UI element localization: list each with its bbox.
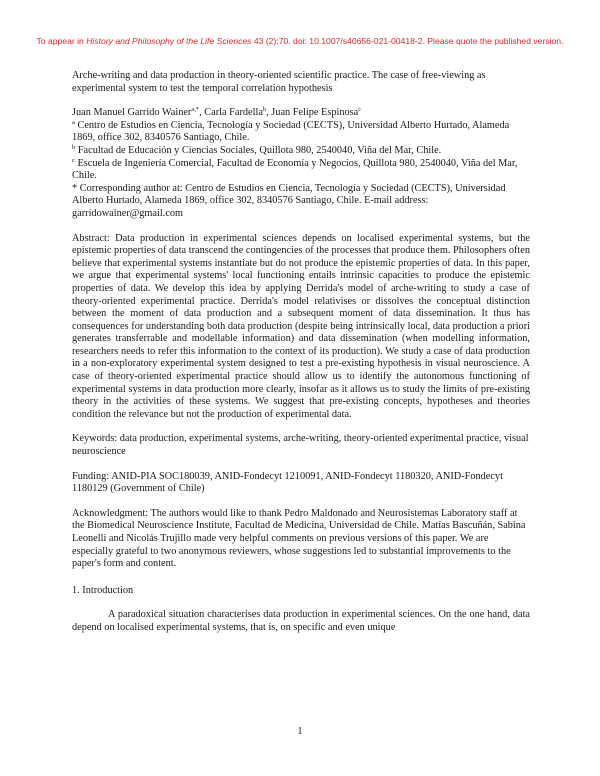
- funding: Funding: ANID-PIA SOC180039, ANID-Fondecyt 1210091, ANID-Fondecyt 1180320, ANID-Fondecyt 1180129 (Government of Chile): [72, 470, 503, 495]
- author-name: Juan Manuel Garrido Wainer: [72, 107, 192, 119]
- abstract: Abstract: Data production in experimental sciences depends on localised experimental systems, but the epistemic properties of data transcend the contingencies of the processes that produce them. Philosophers often believe that experimental systems instantiate but do not produce the epistemic properties of data. In this paper, we argue that experimental systems' local functioning entails intrinsic capacities to produce the epistemic properties of data. We develop this idea by applying Derrida's model of arche-writing to study a case of theory-oriented experimental practice. Derrida's model relativises or dissolves the conceptual distinction between the moment of data production and a subsequent moment of data dissemination. It thus has consequences for understanding both data production (despite being intrinsically local, data production a priori generates transferrable and modellable information) and data dissemination (when modelling information, researchers needs to refer this information to the context of its production). We study a case of data production in a non-exploratory experimental system designed to test a pre-existing hypothesis in visual neuroscience. A case of theory-oriented experimental practice should allow us to identify the autonomous functioning of experimental systems in data production more clearly, insofar as it allows us to study the limits of pre-existing theory in the activities of these systems. We suggest that pre-existing concepts, hypotheses and theories condition the relevance but not the production of experimental data.: [72, 232, 530, 420]
- journal-name: History and Philosophy of the Life Sciences: [86, 36, 252, 46]
- affiliation-text: Centro de Estudios en Ciencia, Tecnología y Sociedad (CECTS), Universidad Alberto Hurtado, Alameda 1869, office 302, 8340576 Santiago, Chile.: [72, 119, 510, 144]
- author-list: [72, 107, 530, 120]
- paper-title: Arche-writing and data production in theory-oriented scientific practice. The case of free-viewing as experimental system to test the temporal correlation hypothesis: [72, 70, 486, 94]
- affiliation: [72, 120, 530, 145]
- page-number: 1: [297, 726, 303, 737]
- affiliation: [72, 158, 530, 183]
- author-name: Carla Fardella: [204, 107, 263, 119]
- affiliation: [72, 145, 530, 158]
- publication-notice: [0, 36, 600, 46]
- affiliation-mark: c: [72, 156, 75, 164]
- notice-prefix: To appear in: [36, 36, 87, 46]
- author-name: Juan Felipe Espinosa: [271, 107, 359, 119]
- author-separator: ,: [266, 107, 272, 119]
- keywords: Keywords: data production, experimental systems, arche-writing, theory-oriented experimental practice, visual neuroscience: [72, 433, 529, 458]
- corresponding-author: * Corresponding author at: Centro de Estudios en Ciencia, Tecnología y Sociedad (CECTS), Universidad Alberto Hurtado, Alameda 1869, office 302, 8340576 Santiago, Chile. E-mail address: garridowainer@gmail.com: [72, 182, 506, 219]
- intro-paragraph: A paradoxical situation characterises data production in experimental sciences. On the one hand, data depend on localised experimental systems, that is, on specific and even unique: [72, 609, 530, 633]
- page-content: [72, 70, 530, 635]
- section-heading: 1. Introduction: [72, 584, 134, 596]
- author-mark: c: [358, 106, 362, 114]
- affiliation-text: Facultad de Educación y Ciencias Sociales, Quillota 980, 2540040, Viña del Mar, Chile.: [77, 144, 442, 156]
- affiliation-text: Escuela de Ingeniería Comercial, Facultad de Economía y Negocios, Quillota 980, 2540040, Viña del Mar, Chile.: [72, 157, 518, 182]
- author-separator: ,: [199, 107, 205, 119]
- acknowledgment: Acknowledgment: The authors would like to thank Pedro Maldonado and Neurosistemas Laboratory staff at the Biomedical Neuroscience Institute, Facultad de Medicina, Universidad de Chile. Matías Bascuñán, Sabina Leonelli and Nicolás Trujillo made very helpful comments on previous versions of this paper. We are especially grateful to two anonymous reviewers, whose suggestions led to substantial improvements to the paper's form and content.: [72, 507, 526, 570]
- affiliation-mark: b: [72, 143, 76, 151]
- notice-suffix: 43 (2):70. doi: 10.1007/s40656-021-00418-2. Please quote the published version.: [251, 36, 564, 46]
- author-mark: b: [262, 106, 267, 114]
- affiliation-mark: a: [72, 118, 75, 126]
- author-mark: a,*: [191, 106, 200, 114]
